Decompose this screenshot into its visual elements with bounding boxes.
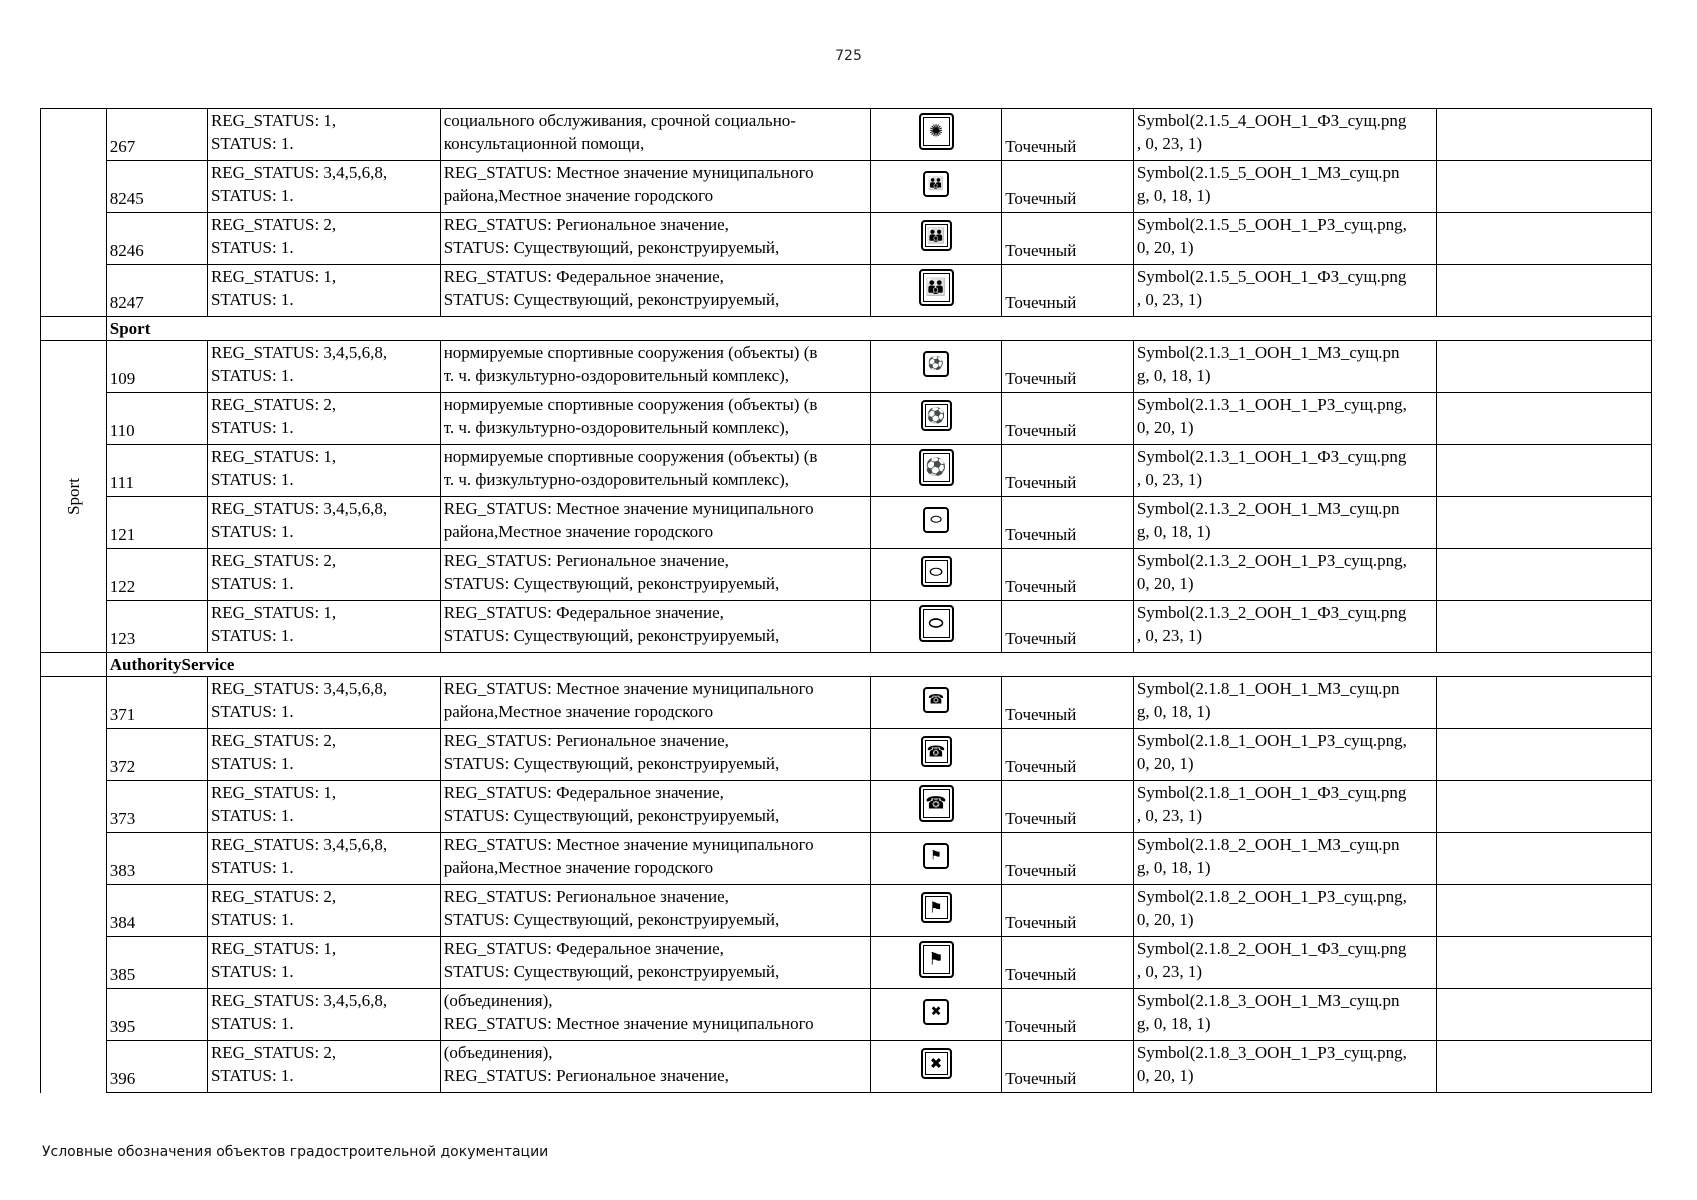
- symbol-expression-cell: [1133, 729, 1437, 781]
- symbol-expression-line: g, 0, 18, 1): [1136, 1014, 1211, 1033]
- description-line: социального обслуживания, срочной социально-: [443, 111, 796, 130]
- family-icon: 👪: [921, 220, 952, 251]
- table-row: [41, 677, 1652, 729]
- symbol-expression-line: Symbol(2.1.8_1_ООН_1_ФЗ_сущ.png: [1136, 783, 1407, 802]
- description-line: т. ч. физкультурно-оздоровительный комплекс),: [443, 470, 790, 489]
- table-row: [41, 497, 1652, 549]
- symbol-expression-cell: [1133, 497, 1437, 549]
- description-cell: [440, 161, 870, 213]
- geometry-type: Точечный: [1002, 213, 1134, 265]
- table-row: [41, 341, 1652, 393]
- symbol-icon-cell: [870, 341, 1002, 393]
- symbol-expression-cell: [1133, 341, 1437, 393]
- query-line: STATUS: 1.: [210, 962, 294, 981]
- extra-cell: [1437, 729, 1652, 781]
- query-line: REG_STATUS: 2,: [210, 395, 337, 414]
- geometry-type: Точечный: [1002, 833, 1134, 885]
- query-cell: [207, 445, 440, 497]
- description-cell: [440, 265, 870, 317]
- symbol-expression-line: Symbol(2.1.3_1_ООН_1_МЗ_сущ.pn: [1136, 343, 1400, 362]
- description-line: нормируемые спортивные сооружения (объекты) (в: [443, 343, 818, 362]
- stadium-icon: ⬭: [923, 507, 949, 533]
- query-line: REG_STATUS: 1,: [210, 111, 337, 130]
- extra-cell: [1437, 393, 1652, 445]
- query-cell: [207, 549, 440, 601]
- symbol-icon-cell: [870, 729, 1002, 781]
- table-row: [41, 549, 1652, 601]
- table-row: [41, 729, 1652, 781]
- symbol-expression-line: Symbol(2.1.8_3_ООН_1_РЗ_сущ.png,: [1136, 1043, 1407, 1062]
- description-line: STATUS: Существующий, реконструируемый,: [443, 574, 780, 593]
- page-number: 725: [835, 48, 862, 64]
- family-icon: 👪: [923, 171, 949, 197]
- description-line: STATUS: Существующий, реконструируемый,: [443, 290, 780, 309]
- query-line: REG_STATUS: 3,4,5,6,8,: [210, 343, 388, 362]
- query-line: REG_STATUS: 2,: [210, 887, 337, 906]
- query-line: STATUS: 1.: [210, 574, 294, 593]
- query-line: REG_STATUS: 2,: [210, 215, 337, 234]
- table-row: [41, 833, 1652, 885]
- query-line: STATUS: 1.: [210, 806, 294, 825]
- extra-cell: [1437, 445, 1652, 497]
- symbol-expression-line: 0, 20, 1): [1136, 910, 1194, 929]
- description-line: REG_STATUS: Федеральное значение,: [443, 603, 724, 622]
- symbol-icon-cell: [870, 937, 1002, 989]
- symbol-expression-line: 0, 20, 1): [1136, 418, 1194, 437]
- description-line: REG_STATUS: Региональное значение,: [443, 887, 729, 906]
- symbol-expression-line: , 0, 23, 1): [1136, 962, 1203, 981]
- extra-cell: [1437, 781, 1652, 833]
- description-line: нормируемые спортивные сооружения (объекты) (в: [443, 395, 818, 414]
- symbol-expression-line: g, 0, 18, 1): [1136, 186, 1211, 205]
- extra-cell: [1437, 497, 1652, 549]
- query-line: REG_STATUS: 1,: [210, 939, 337, 958]
- symbol-expression-cell: [1133, 833, 1437, 885]
- description-cell: [440, 677, 870, 729]
- description-line: REG_STATUS: Федеральное значение,: [443, 267, 724, 286]
- row-id: 267: [106, 109, 207, 161]
- extra-cell: [1437, 161, 1652, 213]
- symbol-expression-cell: [1133, 393, 1437, 445]
- query-line: REG_STATUS: 3,4,5,6,8,: [210, 679, 388, 698]
- symbol-expression-line: g, 0, 18, 1): [1136, 858, 1211, 877]
- query-cell: [207, 729, 440, 781]
- symbol-expression-cell: [1133, 937, 1437, 989]
- description-line: STATUS: Существующий, реконструируемый,: [443, 910, 780, 929]
- group-side-cell: [41, 341, 107, 653]
- description-line: (объединения),: [443, 991, 553, 1010]
- table-row: [41, 265, 1652, 317]
- symbol-expression-line: Symbol(2.1.5_4_ООН_1_ФЗ_сущ.png: [1136, 111, 1407, 130]
- description-line: STATUS: Существующий, реконструируемый,: [443, 962, 780, 981]
- sport-ball-icon: ⚽: [923, 351, 949, 377]
- query-cell: [207, 497, 440, 549]
- symbol-icon-cell: [870, 1041, 1002, 1093]
- symbol-icon-cell: [870, 265, 1002, 317]
- symbol-expression-line: g, 0, 18, 1): [1136, 702, 1211, 721]
- description-line: консультационной помощи,: [443, 134, 645, 153]
- row-id: 384: [106, 885, 207, 937]
- query-line: STATUS: 1.: [210, 418, 294, 437]
- query-line: STATUS: 1.: [210, 366, 294, 385]
- geometry-type: Точечный: [1002, 729, 1134, 781]
- extra-cell: [1437, 601, 1652, 653]
- description-line: REG_STATUS: Местное значение муниципального: [443, 679, 814, 698]
- symbol-expression-line: Symbol(2.1.8_2_ООН_1_ФЗ_сущ.png: [1136, 939, 1407, 958]
- geometry-type: Точечный: [1002, 989, 1134, 1041]
- query-line: REG_STATUS: 2,: [210, 731, 337, 750]
- description-line: STATUS: Существующий, реконструируемый,: [443, 806, 780, 825]
- description-cell: [440, 937, 870, 989]
- symbol-table: [40, 108, 1652, 1093]
- description-line: района,Местное значение городского: [443, 702, 714, 721]
- query-cell: [207, 1041, 440, 1093]
- geometry-type: Точечный: [1002, 1041, 1134, 1093]
- description-line: STATUS: Существующий, реконструируемый,: [443, 238, 780, 257]
- query-line: STATUS: 1.: [210, 754, 294, 773]
- extra-cell: [1437, 109, 1652, 161]
- telephone-icon: ☎: [919, 785, 954, 822]
- group-side-cell: [41, 109, 107, 317]
- symbol-expression-cell: [1133, 601, 1437, 653]
- table-row: [41, 445, 1652, 497]
- query-line: STATUS: 1.: [210, 1014, 294, 1033]
- table-row: [41, 393, 1652, 445]
- table-row: [41, 885, 1652, 937]
- description-line: REG_STATUS: Местное значение муниципального: [443, 835, 814, 854]
- extra-cell: [1437, 677, 1652, 729]
- query-line: STATUS: 1.: [210, 134, 294, 153]
- symbol-expression-line: Symbol(2.1.5_5_ООН_1_РЗ_сущ.png,: [1136, 215, 1407, 234]
- description-line: района,Местное значение городского: [443, 858, 714, 877]
- symbol-expression-cell: [1133, 781, 1437, 833]
- description-cell: [440, 109, 870, 161]
- symbol-expression-cell: [1133, 265, 1437, 317]
- row-id: 111: [106, 445, 207, 497]
- symbol-expression-line: , 0, 23, 1): [1136, 626, 1203, 645]
- symbol-icon-cell: [870, 161, 1002, 213]
- description-cell: [440, 393, 870, 445]
- description-cell: [440, 445, 870, 497]
- table-row: [41, 213, 1652, 265]
- symbol-icon-cell: [870, 781, 1002, 833]
- telephone-icon: ☎: [921, 736, 952, 767]
- description-line: REG_STATUS: Региональное значение,: [443, 215, 729, 234]
- description-cell: [440, 885, 870, 937]
- row-id: 123: [106, 601, 207, 653]
- symbol-expression-line: Symbol(2.1.8_2_ООН_1_РЗ_сущ.png,: [1136, 887, 1407, 906]
- extra-cell: [1437, 885, 1652, 937]
- query-line: REG_STATUS: 1,: [210, 603, 337, 622]
- symbol-expression-cell: [1133, 989, 1437, 1041]
- query-line: REG_STATUS: 3,4,5,6,8,: [210, 163, 388, 182]
- row-id: 8247: [106, 265, 207, 317]
- extra-cell: [1437, 549, 1652, 601]
- description-line: т. ч. физкультурно-оздоровительный комплекс),: [443, 418, 790, 437]
- symbol-icon-cell: [870, 445, 1002, 497]
- symbol-expression-line: , 0, 23, 1): [1136, 134, 1203, 153]
- section-header-row: [41, 653, 1652, 677]
- extra-cell: [1437, 1041, 1652, 1093]
- query-line: REG_STATUS: 2,: [210, 1043, 337, 1062]
- query-line: REG_STATUS: 3,4,5,6,8,: [210, 991, 388, 1010]
- symbol-icon-cell: [870, 833, 1002, 885]
- section-side-cell: [41, 653, 107, 677]
- symbol-expression-line: 0, 20, 1): [1136, 238, 1194, 257]
- page-footer: Условные обозначения объектов градостроительной документации: [42, 1144, 549, 1160]
- section-header-row: [41, 317, 1652, 341]
- table-row: [41, 161, 1652, 213]
- query-cell: [207, 265, 440, 317]
- symbol-expression-cell: [1133, 549, 1437, 601]
- symbol-expression-line: , 0, 23, 1): [1136, 470, 1203, 489]
- symbol-expression-line: Symbol(2.1.3_2_ООН_1_МЗ_сущ.pn: [1136, 499, 1400, 518]
- geometry-type: Точечный: [1002, 601, 1134, 653]
- query-cell: [207, 677, 440, 729]
- query-cell: [207, 833, 440, 885]
- row-id: 110: [106, 393, 207, 445]
- query-line: REG_STATUS: 1,: [210, 783, 337, 802]
- description-line: REG_STATUS: Местное значение муниципального: [443, 163, 814, 182]
- table-row: [41, 781, 1652, 833]
- query-cell: [207, 885, 440, 937]
- stadium-icon: ⬭: [921, 556, 952, 587]
- description-line: REG_STATUS: Региональное значение,: [443, 551, 729, 570]
- query-line: REG_STATUS: 3,4,5,6,8,: [210, 835, 388, 854]
- row-id: 8246: [106, 213, 207, 265]
- extra-cell: [1437, 341, 1652, 393]
- symbol-expression-cell: [1133, 445, 1437, 497]
- family-icon: 👪: [919, 269, 954, 306]
- geometry-type: Точечный: [1002, 497, 1134, 549]
- group-side-label: Sport: [63, 478, 83, 515]
- symbol-expression-line: 0, 20, 1): [1136, 754, 1194, 773]
- query-line: REG_STATUS: 1,: [210, 447, 337, 466]
- row-id: 109: [106, 341, 207, 393]
- description-cell: [440, 781, 870, 833]
- table-row: [41, 937, 1652, 989]
- extra-cell: [1437, 937, 1652, 989]
- table-row: [41, 109, 1652, 161]
- symbol-icon-cell: [870, 393, 1002, 445]
- row-id: 385: [106, 937, 207, 989]
- query-line: STATUS: 1.: [210, 186, 294, 205]
- row-id: 122: [106, 549, 207, 601]
- section-header: AuthorityService: [106, 653, 1651, 677]
- description-line: REG_STATUS: Региональное значение,: [443, 731, 729, 750]
- description-cell: [440, 549, 870, 601]
- description-cell: [440, 341, 870, 393]
- symbol-expression-cell: [1133, 213, 1437, 265]
- description-cell: [440, 497, 870, 549]
- description-line: REG_STATUS: Федеральное значение,: [443, 939, 724, 958]
- symbol-icon-cell: [870, 549, 1002, 601]
- symbol-expression-line: , 0, 23, 1): [1136, 806, 1203, 825]
- extra-cell: [1437, 265, 1652, 317]
- row-id: 121: [106, 497, 207, 549]
- query-cell: [207, 341, 440, 393]
- symbol-expression-line: Symbol(2.1.3_2_ООН_1_РЗ_сущ.png,: [1136, 551, 1407, 570]
- description-line: (объединения),: [443, 1043, 553, 1062]
- geometry-type: Точечный: [1002, 393, 1134, 445]
- geometry-type: Точечный: [1002, 549, 1134, 601]
- description-cell: [440, 833, 870, 885]
- description-line: REG_STATUS: Местное значение муниципального: [443, 499, 814, 518]
- query-line: STATUS: 1.: [210, 858, 294, 877]
- table-body: [41, 109, 1652, 1093]
- symbol-icon-cell: [870, 989, 1002, 1041]
- symbol-expression-line: g, 0, 18, 1): [1136, 366, 1211, 385]
- geometry-type: Точечный: [1002, 445, 1134, 497]
- query-line: STATUS: 1.: [210, 1066, 294, 1085]
- geometry-type: Точечный: [1002, 341, 1134, 393]
- row-id: 372: [106, 729, 207, 781]
- query-line: REG_STATUS: 3,4,5,6,8,: [210, 499, 388, 518]
- description-line: района,Местное значение городского: [443, 186, 714, 205]
- symbol-expression-line: Symbol(2.1.5_5_ООН_1_МЗ_сущ.pn: [1136, 163, 1400, 182]
- flag-icon: ⚑: [923, 843, 949, 869]
- geometry-type: Точечный: [1002, 677, 1134, 729]
- query-cell: [207, 109, 440, 161]
- sport-ball-icon: ⚽: [921, 400, 952, 431]
- symbol-expression-line: Symbol(2.1.8_1_ООН_1_РЗ_сущ.png,: [1136, 731, 1407, 750]
- row-id: 371: [106, 677, 207, 729]
- symbol-expression-line: Symbol(2.1.3_2_ООН_1_ФЗ_сущ.png: [1136, 603, 1407, 622]
- symbol-expression-line: Symbol(2.1.8_3_ООН_1_МЗ_сущ.pn: [1136, 991, 1400, 1010]
- symbol-icon-cell: [870, 885, 1002, 937]
- table-row: [41, 989, 1652, 1041]
- extra-cell: [1437, 989, 1652, 1041]
- query-line: STATUS: 1.: [210, 522, 294, 541]
- symbol-icon-cell: [870, 497, 1002, 549]
- geometry-type: Точечный: [1002, 781, 1134, 833]
- query-line: STATUS: 1.: [210, 702, 294, 721]
- crossed-hammers-icon: ✖: [921, 1048, 952, 1079]
- symbol-expression-line: Symbol(2.1.8_2_ООН_1_МЗ_сущ.pn: [1136, 835, 1400, 854]
- row-id: 383: [106, 833, 207, 885]
- sport-ball-icon: ⚽: [919, 449, 954, 486]
- extra-cell: [1437, 833, 1652, 885]
- symbol-expression-line: Symbol(2.1.3_1_ООН_1_РЗ_сущ.png,: [1136, 395, 1407, 414]
- crossed-hammers-icon: ✖: [923, 999, 949, 1025]
- symbol-expression-cell: [1133, 109, 1437, 161]
- row-id: 395: [106, 989, 207, 1041]
- row-id: 8245: [106, 161, 207, 213]
- row-id: 373: [106, 781, 207, 833]
- geometry-type: Точечный: [1002, 109, 1134, 161]
- geometry-type: Точечный: [1002, 937, 1134, 989]
- query-cell: [207, 213, 440, 265]
- description-line: STATUS: Существующий, реконструируемый,: [443, 626, 780, 645]
- query-cell: [207, 161, 440, 213]
- query-cell: [207, 937, 440, 989]
- query-cell: [207, 989, 440, 1041]
- symbol-expression-cell: [1133, 161, 1437, 213]
- query-cell: [207, 601, 440, 653]
- section-side-cell: [41, 317, 107, 341]
- description-line: района,Местное значение городского: [443, 522, 714, 541]
- description-cell: [440, 1041, 870, 1093]
- query-line: STATUS: 1.: [210, 290, 294, 309]
- query-cell: [207, 781, 440, 833]
- stadium-icon: ⬭: [919, 605, 954, 642]
- symbol-expression-line: 0, 20, 1): [1136, 1066, 1194, 1085]
- description-line: STATUS: Существующий, реконструируемый,: [443, 754, 780, 773]
- section-header: Sport: [106, 317, 1651, 341]
- query-line: STATUS: 1.: [210, 626, 294, 645]
- symbol-expression-cell: [1133, 1041, 1437, 1093]
- description-cell: [440, 989, 870, 1041]
- symbol-icon-cell: [870, 601, 1002, 653]
- symbol-expression-cell: [1133, 885, 1437, 937]
- geometry-type: Точечный: [1002, 161, 1134, 213]
- flag-icon: ⚑: [921, 892, 952, 923]
- symbol-expression-line: 0, 20, 1): [1136, 574, 1194, 593]
- description-line: т. ч. физкультурно-оздоровительный комплекс),: [443, 366, 790, 385]
- symbol-expression-line: Symbol(2.1.8_1_ООН_1_МЗ_сущ.pn: [1136, 679, 1400, 698]
- query-line: REG_STATUS: 1,: [210, 267, 337, 286]
- query-line: STATUS: 1.: [210, 470, 294, 489]
- description-line: REG_STATUS: Местное значение муниципального: [443, 1014, 814, 1033]
- geometry-type: Точечный: [1002, 885, 1134, 937]
- query-line: STATUS: 1.: [210, 238, 294, 257]
- symbol-expression-line: Symbol(2.1.5_5_ООН_1_ФЗ_сущ.png: [1136, 267, 1407, 286]
- description-cell: [440, 601, 870, 653]
- symbol-icon-cell: [870, 677, 1002, 729]
- table-row: [41, 601, 1652, 653]
- description-cell: [440, 213, 870, 265]
- query-line: STATUS: 1.: [210, 910, 294, 929]
- telephone-icon: ☎: [923, 687, 949, 713]
- flag-icon: ⚑: [919, 941, 954, 978]
- symbol-expression-line: g, 0, 18, 1): [1136, 522, 1211, 541]
- group-side-cell: [41, 677, 107, 1093]
- extra-cell: [1437, 213, 1652, 265]
- symbol-icon-cell: [870, 213, 1002, 265]
- description-cell: [440, 729, 870, 781]
- description-line: REG_STATUS: Федеральное значение,: [443, 783, 724, 802]
- symbol-expression-cell: [1133, 677, 1437, 729]
- description-line: REG_STATUS: Региональное значение,: [443, 1066, 729, 1085]
- description-line: нормируемые спортивные сооружения (объекты) (в: [443, 447, 818, 466]
- symbol-icon-cell: [870, 109, 1002, 161]
- query-line: REG_STATUS: 2,: [210, 551, 337, 570]
- query-cell: [207, 393, 440, 445]
- symbol-expression-line: , 0, 23, 1): [1136, 290, 1203, 309]
- geometry-type: Точечный: [1002, 265, 1134, 317]
- social-service-icon: ✺: [919, 113, 954, 150]
- row-id: 396: [106, 1041, 207, 1093]
- symbol-expression-line: Symbol(2.1.3_1_ООН_1_ФЗ_сущ.png: [1136, 447, 1407, 466]
- table-row: [41, 1041, 1652, 1093]
